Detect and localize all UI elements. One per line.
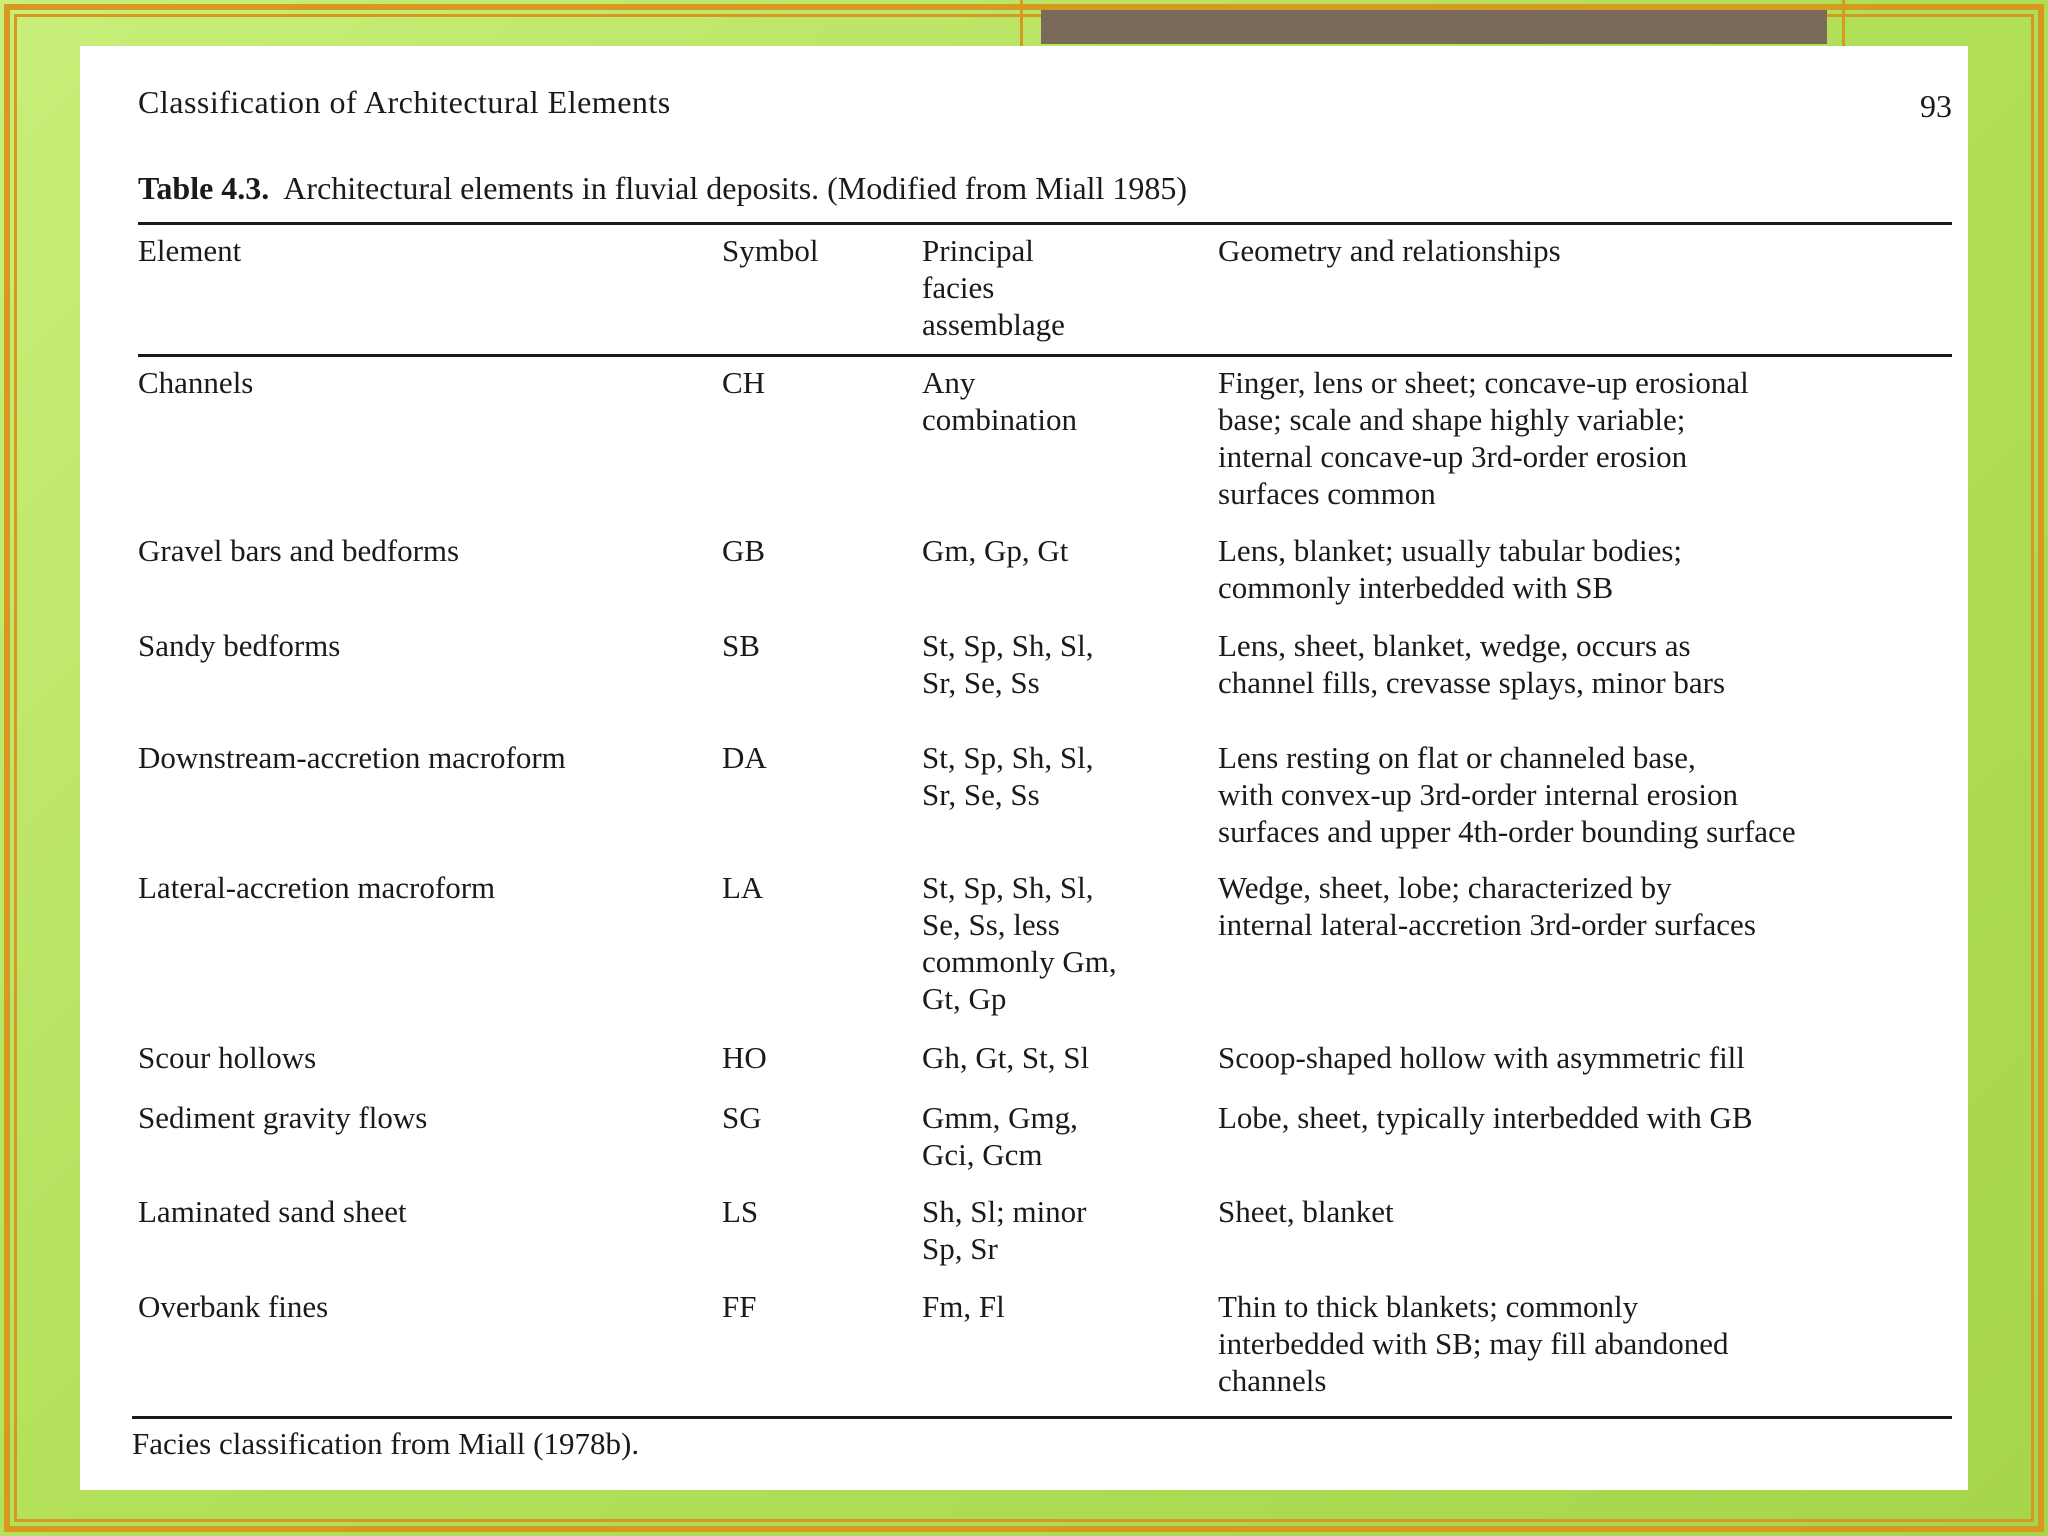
header-facies: Principal facies assemblage [922,233,1065,342]
cell-geometry: Lens, blanket; usually tabular bodies; commonly interbedded with SB [1218,533,1683,605]
decor-line-left [1020,0,1023,46]
cell-element: Channels [138,365,254,400]
cell-symbol: LS [722,1194,759,1229]
table-label: Table 4.3. [138,170,270,206]
cell-facies: Sh, Sl; minor Sp, Sr [922,1194,1087,1266]
header-geometry: Geometry and relationships [1218,233,1561,268]
running-head: Classification of Architectural Elements [138,84,671,120]
cell-symbol: SG [722,1100,762,1135]
cell-symbol: FF [722,1289,757,1324]
decor-line-right [1842,0,1845,46]
cell-symbol: GB [722,533,766,568]
cell-geometry: Lens, sheet, blanket, wedge, occurs as channel fills, crevasse splays, minor bars [1218,628,1726,700]
cell-element: Overbank fines [138,1289,329,1324]
cell-element: Gravel bars and bedforms [138,533,460,568]
cell-symbol: SB [722,628,760,663]
cell-facies: Gm, Gp, Gt [922,533,1069,568]
cell-symbol: HO [722,1040,767,1075]
cell-geometry: Lobe, sheet, typically interbedded with GB [1218,1100,1753,1135]
cell-geometry: Thin to thick blankets; commonly interbedded with SB; may fill abandoned channels [1218,1289,1729,1398]
cell-facies: Gmm, Gmg, Gci, Gcm [922,1100,1078,1172]
cell-geometry: Sheet, blanket [1218,1194,1394,1229]
cell-geometry: Finger, lens or sheet; concave-up erosional base; scale and shape highly variable; internal concave-up 3rd-order erosion surfaces common [1218,365,1749,511]
cell-facies: Gh, Gt, St, Sl [922,1040,1090,1075]
cell-element: Laminated sand sheet [138,1194,407,1229]
cell-facies: St, Sp, Sh, Sl, Sr, Se, Ss [922,628,1094,700]
cell-facies: St, Sp, Sh, Sl, Se, Ss, less commonly Gm, Gt, Gp [922,870,1117,1016]
table-footnote: Facies classification from Miall (1978b). [132,1426,640,1461]
header-element: Element [138,233,242,268]
cell-symbol: DA [722,740,767,775]
page-number: 93 [1920,88,1952,124]
cell-geometry: Lens resting on flat or channeled base, with convex-up 3rd-order internal erosion surfaces and upper 4th-order bounding surface [1218,740,1796,849]
scanned-page [80,46,1968,1490]
table-body [80,46,1968,1490]
cell-element: Sandy bedforms [138,628,341,663]
table-bottom-rule [132,1416,1952,1419]
cell-facies: St, Sp, Sh, Sl, Sr, Se, Ss [922,740,1094,812]
cell-geometry: Scoop-shaped hollow with asymmetric fill [1218,1040,1745,1075]
cell-element: Scour hollows [138,1040,317,1075]
table-caption-text: Architectural elements in fluvial deposits. (Modified from Miall 1985) [283,170,1188,206]
cell-element: Downstream-accretion macroform [138,740,566,775]
cell-element: Lateral-accretion macroform [138,870,496,905]
cell-facies: Any combination [922,365,1077,437]
title-bar-decoration [1041,10,1827,44]
cell-facies: Fm, Fl [922,1289,1005,1324]
cell-symbol: CH [722,365,766,400]
cell-element: Sediment gravity flows [138,1100,428,1135]
cell-geometry: Wedge, sheet, lobe; characterized by internal lateral-accretion 3rd-order surfaces [1218,870,1756,942]
header-symbol: Symbol [722,233,819,268]
cell-symbol: LA [722,870,764,905]
